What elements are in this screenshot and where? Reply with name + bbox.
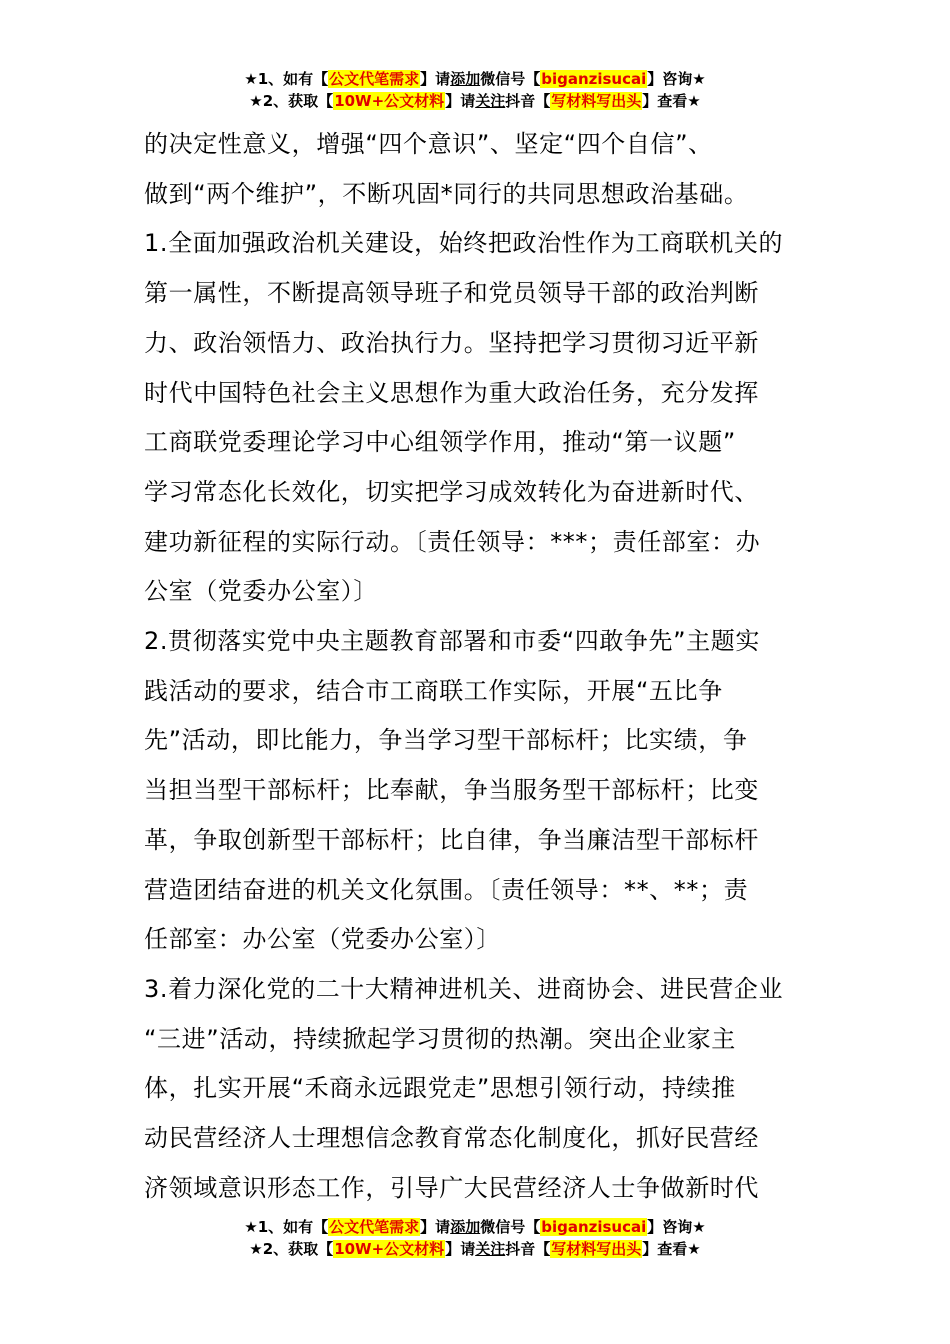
header-banner [0, 68, 950, 112]
highlight-text: 公文代笔需求 [329, 1218, 420, 1236]
highlight-text: 10W+公文材料 [334, 1240, 445, 1258]
item-1-paragraph: 1.全面加强政治机关建设，始终把政治性作为工商联机关的 第一属性，不断提高领导班子和党员领导干部的政治判断 力、政治领悟力、政治执行力。坚持把学习贯彻习近平新 时代中国特色社会主义思想作为重大政治任务，充分发挥 工商联党委理论学习中心组领学作用，推动“第一议题” 学习常态化长效化，切实把学习成效转化为奋进新时代、 建功新征程的实际行动。〔责任领导：***；责任部室：办 公室（党委办公室）〕 [144, 229, 784, 606]
banner-line-2: ★2、获取【10W+公文材料】请关注抖音【写材料写出头】查看★ [249, 92, 701, 110]
footer-banner [0, 1216, 950, 1260]
banner-line-2: ★2、获取【10W+公文材料】请关注抖音【写材料写出头】查看★ [249, 1240, 701, 1258]
intro-paragraph: 的决定性意义，增强“四个意识”、坚定“四个自信”、 做到“两个维护”，不断巩固*同行的共同思想政治基础。 [144, 130, 749, 208]
document-body [144, 120, 808, 1213]
banner-line-1: ★1、如有【公文代笔需求】请添加微信号【biganzisucai】咨询★ [244, 1218, 706, 1236]
highlight-text: 公文代笔需求 [329, 70, 420, 88]
banner-line-1: ★1、如有【公文代笔需求】请添加微信号【biganzisucai】咨询★ [244, 70, 706, 88]
item-2-paragraph: 2.贯彻落实党中央主题教育部署和市委“四敢争先”主题实 践活动的要求，结合市工商联工作实际，开展“五比争 先”活动，即比能力，争当学习型干部标杆；比实绩，争 当担当型干部标杆；比奉献，争当服务型干部标杆；比变 革，争取创新型干部标杆；比自律，争当廉洁型干部标杆 营造团结奋进的机关文化氛围。〔责任领导：**、**；责 任部室：办公室（党委办公室）〕 [144, 627, 760, 954]
wechat-id-highlight: biganzisucai [541, 70, 647, 88]
wechat-id-highlight: biganzisucai [541, 1218, 647, 1236]
highlight-text: 10W+公文材料 [334, 92, 445, 110]
item-3-paragraph: 3.着力深化党的二十大精神进机关、进商协会、进民营企业 “三进”活动，持续掀起学习贯彻的热潮。突出企业家主 体，扎实开展“禾商永远跟党走”思想引领行动，持续推 动民营经济人士理想信念教育常态化制度化，抓好民营经 济领域意识形态工作，引导广大民营经济人士争做新时代 [144, 974, 784, 1202]
douyin-id-highlight: 写材料写出头 [551, 92, 642, 110]
douyin-id-highlight: 写材料写出头 [551, 1240, 642, 1258]
